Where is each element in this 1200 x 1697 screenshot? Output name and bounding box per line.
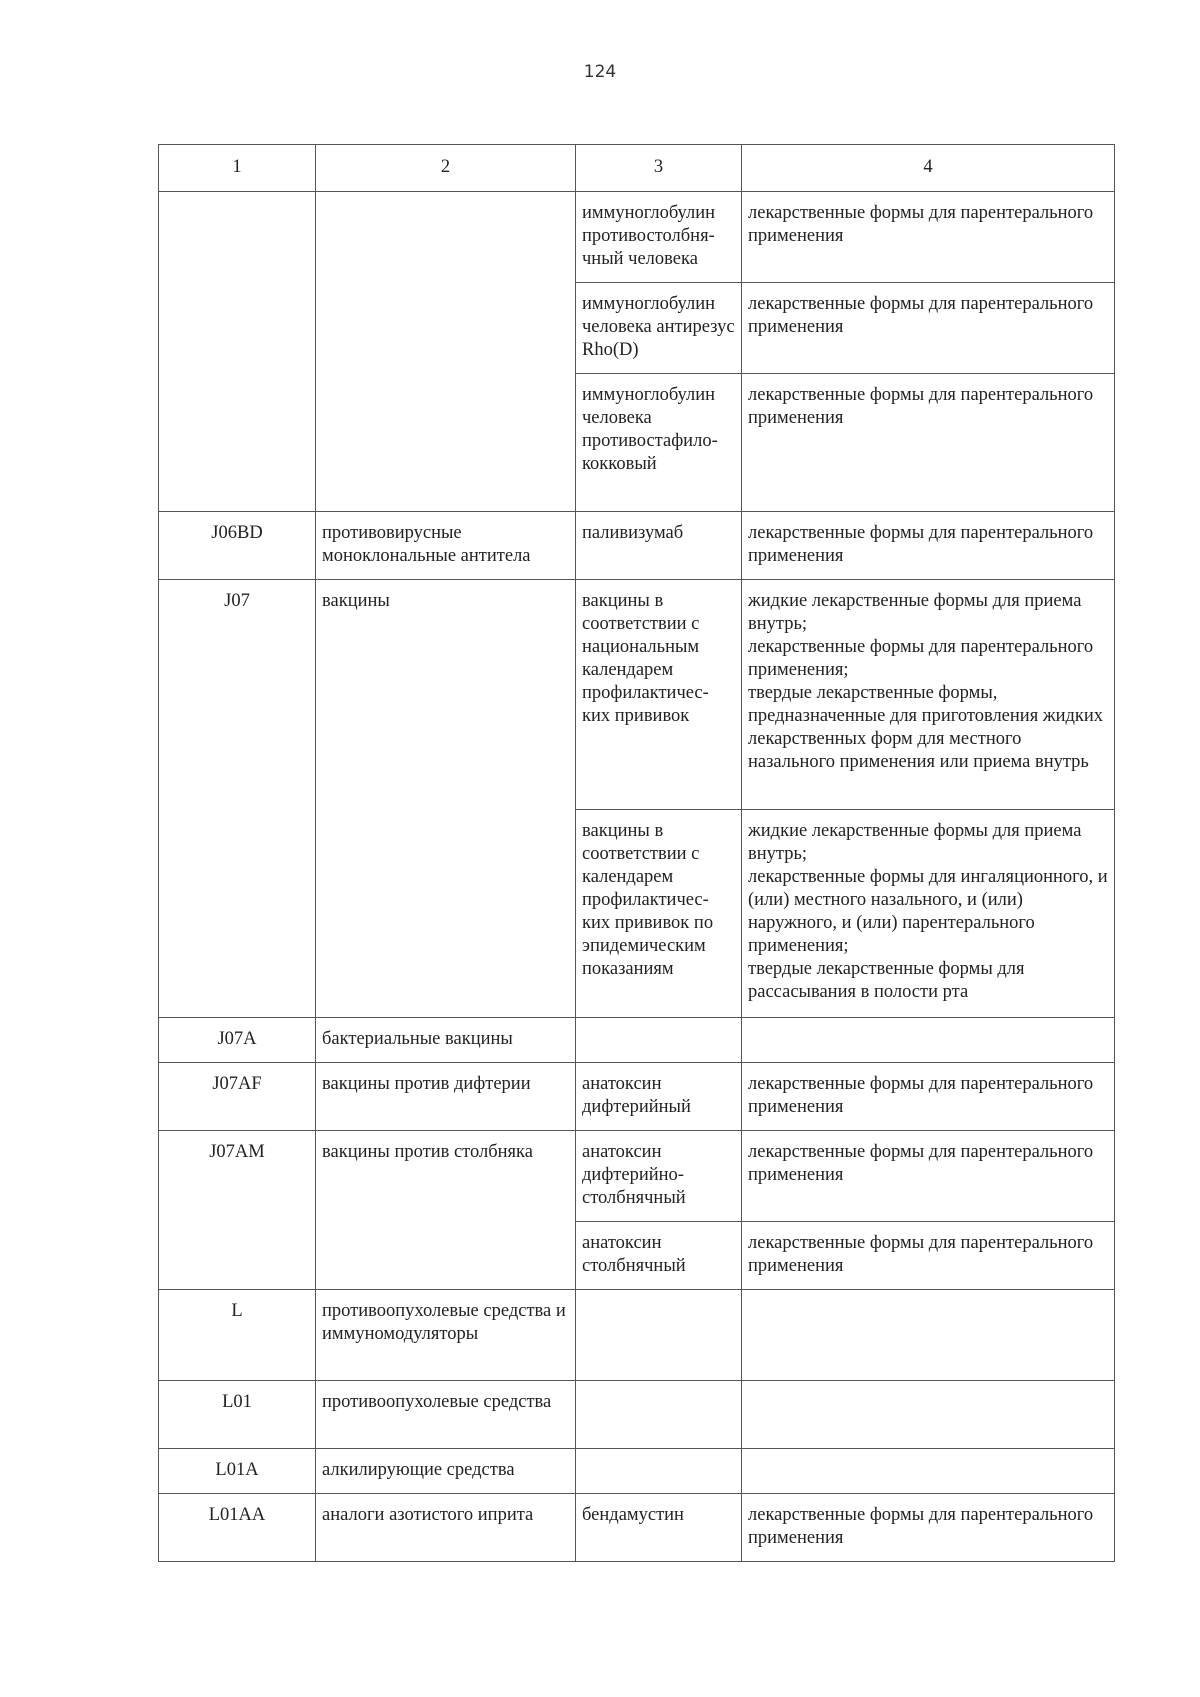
atc-code-cell: L01: [159, 1381, 316, 1449]
group-name-cell: противоопухолевые средства и иммуномодуляторы: [316, 1290, 576, 1381]
drug-name-cell: вакцины в соответствии с календарем профилактичес-ких прививок по эпидемическим показаниям: [576, 810, 742, 1018]
page-number: 124: [583, 62, 617, 82]
atc-code-cell: L01AA: [159, 1494, 316, 1562]
group-name-cell: вакцины против дифтерии: [316, 1063, 576, 1131]
dosage-form-cell: лекарственные формы для парентерального применения: [742, 283, 1115, 374]
drug-name-cell: паливизумаб: [576, 512, 742, 580]
atc-code-cell: J07AM: [159, 1131, 316, 1290]
group-name-cell: противоопухолевые средства: [316, 1381, 576, 1449]
dosage-form-cell: жидкие лекарственные формы для приема внутрь; лекарственные формы для парентерального применения; твердые лекарственные формы, предназначенные для приготовления жидких лекарственных форм для местного назального применения или приема внутрь: [742, 580, 1115, 810]
column-header-2: 2: [316, 145, 576, 192]
drug-name-cell: [576, 1290, 742, 1381]
table-row: [159, 1381, 1115, 1449]
group-name-cell: вакцины против столбняка: [316, 1131, 576, 1290]
group-name-cell: противовирусные моноклональные антитела: [316, 512, 576, 580]
table-row: [159, 1018, 1115, 1063]
dosage-form-cell: лекарственные формы для парентерального применения: [742, 512, 1115, 580]
atc-code-cell: J06BD: [159, 512, 316, 580]
drug-table: [158, 144, 1115, 1562]
column-header-1: 1: [159, 145, 316, 192]
dosage-form-cell: [742, 1290, 1115, 1381]
group-name-cell: вакцины: [316, 580, 576, 1018]
dosage-form-cell: [742, 1449, 1115, 1494]
drug-name-cell: вакцины в соответствии с национальным календарем профилактичес-ких прививок: [576, 580, 742, 810]
drug-name-cell: [576, 1018, 742, 1063]
atc-code-cell: J07AF: [159, 1063, 316, 1131]
table-row: [159, 512, 1115, 580]
dosage-form-cell: лекарственные формы для парентерального применения: [742, 374, 1115, 512]
drug-name-cell: анатоксин дифтерийно-столбнячный: [576, 1131, 742, 1222]
dosage-form-cell: [742, 1381, 1115, 1449]
drug-name-cell: иммуноглобулин человека противостафило-кокковый: [576, 374, 742, 512]
drug-name-cell: [576, 1381, 742, 1449]
drug-name-cell: анатоксин столбнячный: [576, 1222, 742, 1290]
table-row: [159, 1290, 1115, 1381]
atc-code-cell: J07A: [159, 1018, 316, 1063]
drug-name-cell: анатоксин дифтерийный: [576, 1063, 742, 1131]
atc-code-cell: J07: [159, 580, 316, 1018]
atc-code-cell: [159, 192, 316, 512]
table-row: [159, 192, 1115, 283]
atc-code-cell: L01A: [159, 1449, 316, 1494]
dosage-form-cell: лекарственные формы для парентерального применения: [742, 1131, 1115, 1222]
dosage-form-cell: [742, 1018, 1115, 1063]
dosage-form-cell: лекарственные формы для парентерального применения: [742, 1494, 1115, 1562]
table-row: [159, 580, 1115, 810]
group-name-cell: бактериальные вакцины: [316, 1018, 576, 1063]
group-name-cell: алкилирующие средства: [316, 1449, 576, 1494]
table-row: [159, 1449, 1115, 1494]
group-name-cell: аналоги азотистого иприта: [316, 1494, 576, 1562]
group-name-cell: [316, 192, 576, 512]
dosage-form-cell: лекарственные формы для парентерального применения: [742, 1063, 1115, 1131]
dosage-form-cell: лекарственные формы для парентерального применения: [742, 1222, 1115, 1290]
table-row: [159, 1063, 1115, 1131]
column-header-4: 4: [742, 145, 1115, 192]
drug-name-cell: иммуноглобулин противостолбня-чный человека: [576, 192, 742, 283]
drug-name-cell: [576, 1449, 742, 1494]
drug-name-cell: иммуноглобулин человека антирезус Rho(D): [576, 283, 742, 374]
table-row: [159, 1131, 1115, 1222]
drug-name-cell: бендамустин: [576, 1494, 742, 1562]
column-header-3: 3: [576, 145, 742, 192]
table-header-row: [159, 145, 1115, 192]
table-row: [159, 1494, 1115, 1562]
atc-code-cell: L: [159, 1290, 316, 1381]
dosage-form-cell: жидкие лекарственные формы для приема внутрь; лекарственные формы для ингаляционного, и (или) местного назального, и (или) наружного, и (или) парентерального применения; твердые лекарственные формы для рассасывания в полости рта: [742, 810, 1115, 1018]
dosage-form-cell: лекарственные формы для парентерального применения: [742, 192, 1115, 283]
